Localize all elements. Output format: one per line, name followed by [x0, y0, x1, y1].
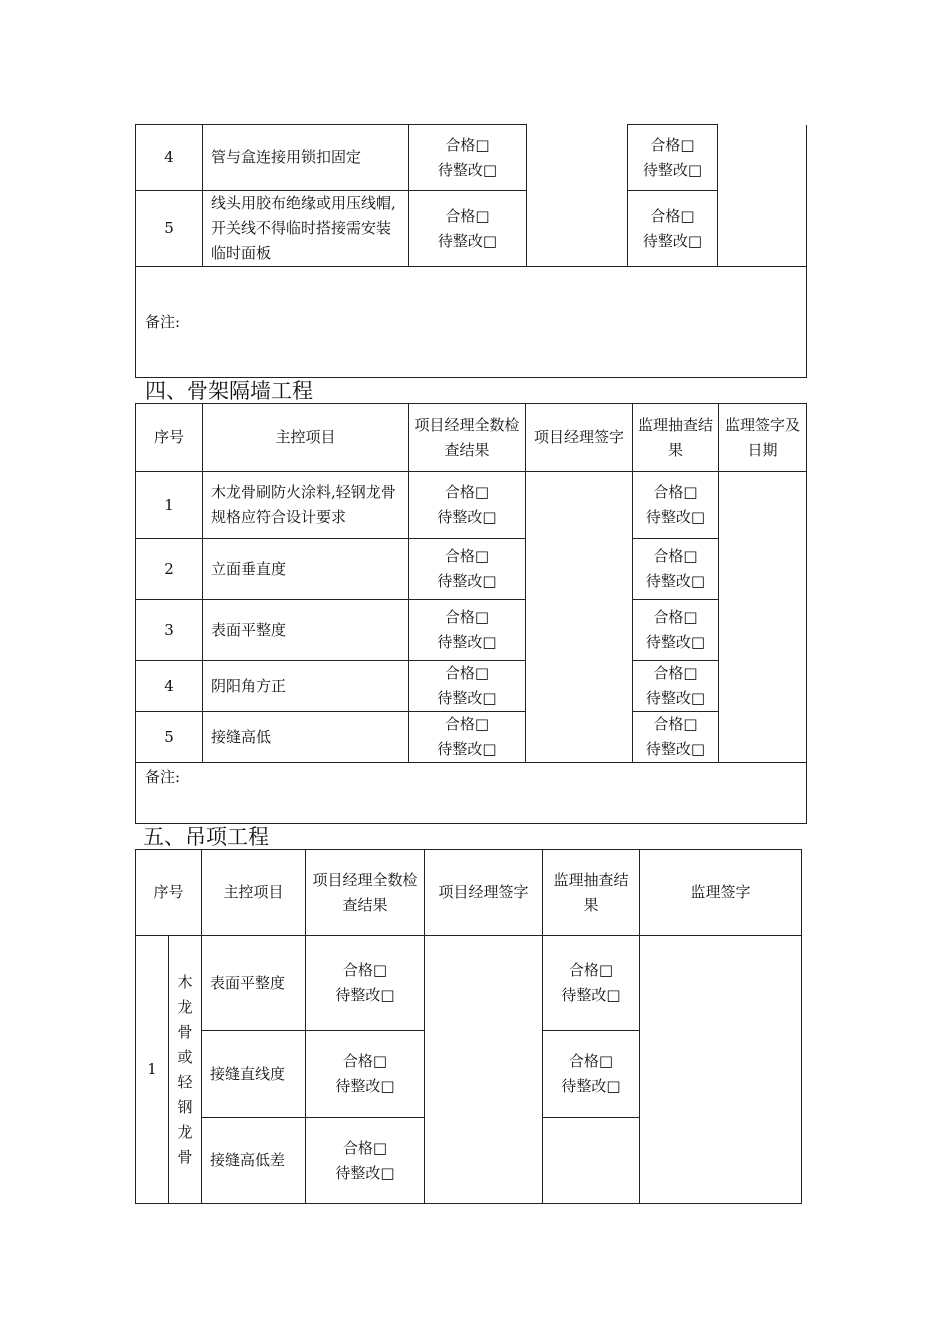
pm-result-cell: [409, 472, 526, 539]
ceiling-table: [135, 849, 802, 1204]
header-item: 主控项目: [202, 850, 306, 936]
sup-result-cell[interactable]: [543, 1118, 640, 1204]
sup-result-cell: [543, 1031, 640, 1118]
rectify-checkbox[interactable]: 待整改□: [645, 572, 706, 590]
pass-checkbox[interactable]: 合格□: [653, 664, 698, 682]
sup-result-cell: [633, 600, 719, 661]
sup-result-cell: [633, 472, 719, 539]
section-title: 五、吊项工程: [143, 825, 269, 849]
control-item: 接缝高低差: [202, 1118, 306, 1204]
control-item: 接缝高低: [203, 712, 409, 763]
stud-wall-table: [135, 403, 807, 824]
pm-sign-cell[interactable]: [425, 936, 543, 1204]
pm-result-cell: [409, 712, 526, 763]
remark-cell[interactable]: [136, 267, 807, 378]
rectify-checkbox[interactable]: 待整改□: [642, 231, 703, 250]
pass-checkbox[interactable]: 合格□: [568, 961, 614, 979]
sup-result-cell: [633, 712, 719, 763]
row-number: 1: [136, 936, 169, 1204]
sup-sign-cell[interactable]: [640, 936, 802, 1204]
header-sup-result: 监理抽查结果: [633, 404, 719, 472]
remark-label: 备注:: [145, 768, 181, 786]
table-row: [136, 936, 802, 1031]
row-number: 2: [136, 539, 203, 600]
remark-cell[interactable]: [136, 763, 807, 824]
header-pm-sign: 项目经理签字: [526, 404, 633, 472]
control-item: 接缝直线度: [202, 1031, 306, 1118]
pm-result-cell: [409, 191, 527, 267]
header-sup-sign: 监理签字: [640, 850, 802, 936]
rectify-checkbox[interactable]: 待整改□: [645, 508, 706, 526]
header-pm-sign: 项目经理签字: [425, 850, 543, 936]
rectify-checkbox[interactable]: 待整改□: [642, 160, 703, 179]
pm-result-cell: [409, 661, 526, 712]
sup-sign-cell[interactable]: [719, 472, 807, 763]
header-sup-sign: 监理签字及日期: [719, 404, 807, 472]
control-item: 管与盒连接用锁扣固定: [203, 125, 409, 191]
header-item: 主控项目: [203, 404, 409, 472]
table-row: [136, 191, 807, 267]
pass-checkbox[interactable]: 合格□: [650, 206, 695, 225]
rectify-checkbox[interactable]: 待整改□: [437, 633, 497, 651]
pm-result-cell: [306, 1031, 425, 1118]
remark-row: [136, 267, 807, 378]
pm-result-cell: [306, 1118, 425, 1204]
remark-row: [136, 763, 807, 824]
pass-checkbox[interactable]: 合格□: [445, 135, 490, 154]
sup-result-cell: [628, 191, 718, 267]
pm-sign-cell[interactable]: [526, 472, 633, 763]
pm-result-cell: [409, 600, 526, 661]
pass-checkbox[interactable]: 合格□: [444, 547, 490, 565]
pass-checkbox[interactable]: 合格□: [342, 1138, 388, 1157]
sup-sign-cell[interactable]: [718, 125, 807, 267]
group-label-cell: [169, 936, 202, 1204]
row-number: 5: [136, 712, 203, 763]
control-item: 阴阳角方正: [203, 661, 409, 712]
rectify-checkbox[interactable]: 待整改□: [561, 986, 621, 1004]
control-item: 立面垂直度: [203, 539, 409, 600]
rectify-checkbox[interactable]: 待整改□: [645, 740, 706, 758]
header-no: 序号: [136, 404, 203, 472]
rectify-checkbox[interactable]: 待整改□: [561, 1077, 621, 1095]
control-item: 表面平整度: [202, 936, 306, 1031]
header-pm-result: 项目经理全数检查结果: [409, 404, 526, 472]
rectify-checkbox[interactable]: 待整改□: [437, 231, 498, 250]
table-row: [136, 661, 807, 712]
pm-sign-cell[interactable]: [527, 125, 628, 267]
row-number: 1: [136, 472, 203, 539]
rectify-checkbox[interactable]: 待整改□: [437, 508, 497, 526]
pm-result-cell: [306, 936, 425, 1031]
pass-checkbox[interactable]: 合格□: [444, 608, 490, 626]
pass-checkbox[interactable]: 合格□: [342, 1052, 388, 1070]
table-row: [136, 125, 807, 191]
rectify-checkbox[interactable]: 待整改□: [437, 572, 497, 590]
sup-result-cell: [633, 539, 719, 600]
rectify-checkbox[interactable]: 待整改□: [335, 986, 395, 1004]
pass-checkbox[interactable]: 合格□: [653, 547, 698, 565]
sup-result-cell: [628, 125, 718, 191]
rectify-checkbox[interactable]: 待整改□: [335, 1163, 395, 1182]
pass-checkbox[interactable]: 合格□: [568, 1052, 614, 1070]
control-item: 线头用胶布绝缘或用压线帽,开关线不得临时搭接需安装临时面板: [203, 191, 409, 267]
header-pm-result: 项目经理全数检查结果: [306, 850, 425, 936]
pass-checkbox[interactable]: 合格□: [653, 608, 698, 626]
table-row: [136, 472, 807, 539]
header-row: [136, 850, 802, 936]
row-number: 4: [136, 661, 203, 712]
control-item: 木龙骨刷防火涂料,轻钢龙骨规格应符合设计要求: [203, 472, 409, 539]
table-row: [136, 712, 807, 763]
pass-checkbox[interactable]: 合格□: [444, 715, 490, 733]
pass-checkbox[interactable]: 合格□: [650, 135, 695, 154]
remark-label: 备注:: [145, 312, 181, 331]
rectify-checkbox[interactable]: 待整改□: [437, 689, 497, 707]
table-row: [136, 539, 807, 600]
pass-checkbox[interactable]: 合格□: [653, 483, 698, 501]
control-item: 表面平整度: [203, 600, 409, 661]
pm-result-cell: [409, 539, 526, 600]
rectify-checkbox[interactable]: 待整改□: [645, 633, 706, 651]
header-no: 序号: [136, 850, 202, 936]
row-number: 5: [136, 191, 203, 267]
section-title: 四、骨架隔墙工程: [145, 379, 313, 403]
sup-result-cell: [543, 936, 640, 1031]
rectify-checkbox[interactable]: 待整改□: [335, 1077, 395, 1095]
row-number: 4: [136, 125, 203, 191]
pass-checkbox[interactable]: 合格□: [444, 664, 490, 682]
pass-checkbox[interactable]: 合格□: [653, 715, 698, 733]
row-number: 3: [136, 600, 203, 661]
group-label: 木龙骨或轻钢龙骨: [177, 972, 193, 1166]
pass-checkbox[interactable]: 合格□: [444, 483, 490, 501]
sup-result-cell: [633, 661, 719, 712]
rectify-checkbox[interactable]: 待整改□: [437, 160, 498, 179]
rectify-checkbox[interactable]: 待整改□: [437, 740, 497, 758]
pass-checkbox[interactable]: 合格□: [342, 961, 388, 979]
rectify-checkbox[interactable]: 待整改□: [645, 689, 706, 707]
pass-checkbox[interactable]: 合格□: [445, 206, 490, 225]
electrical-table: [135, 124, 807, 378]
header-row: [136, 404, 807, 472]
pm-result-cell: [409, 125, 527, 191]
header-sup-result: 监理抽查结果: [543, 850, 640, 936]
table-row: [136, 600, 807, 661]
